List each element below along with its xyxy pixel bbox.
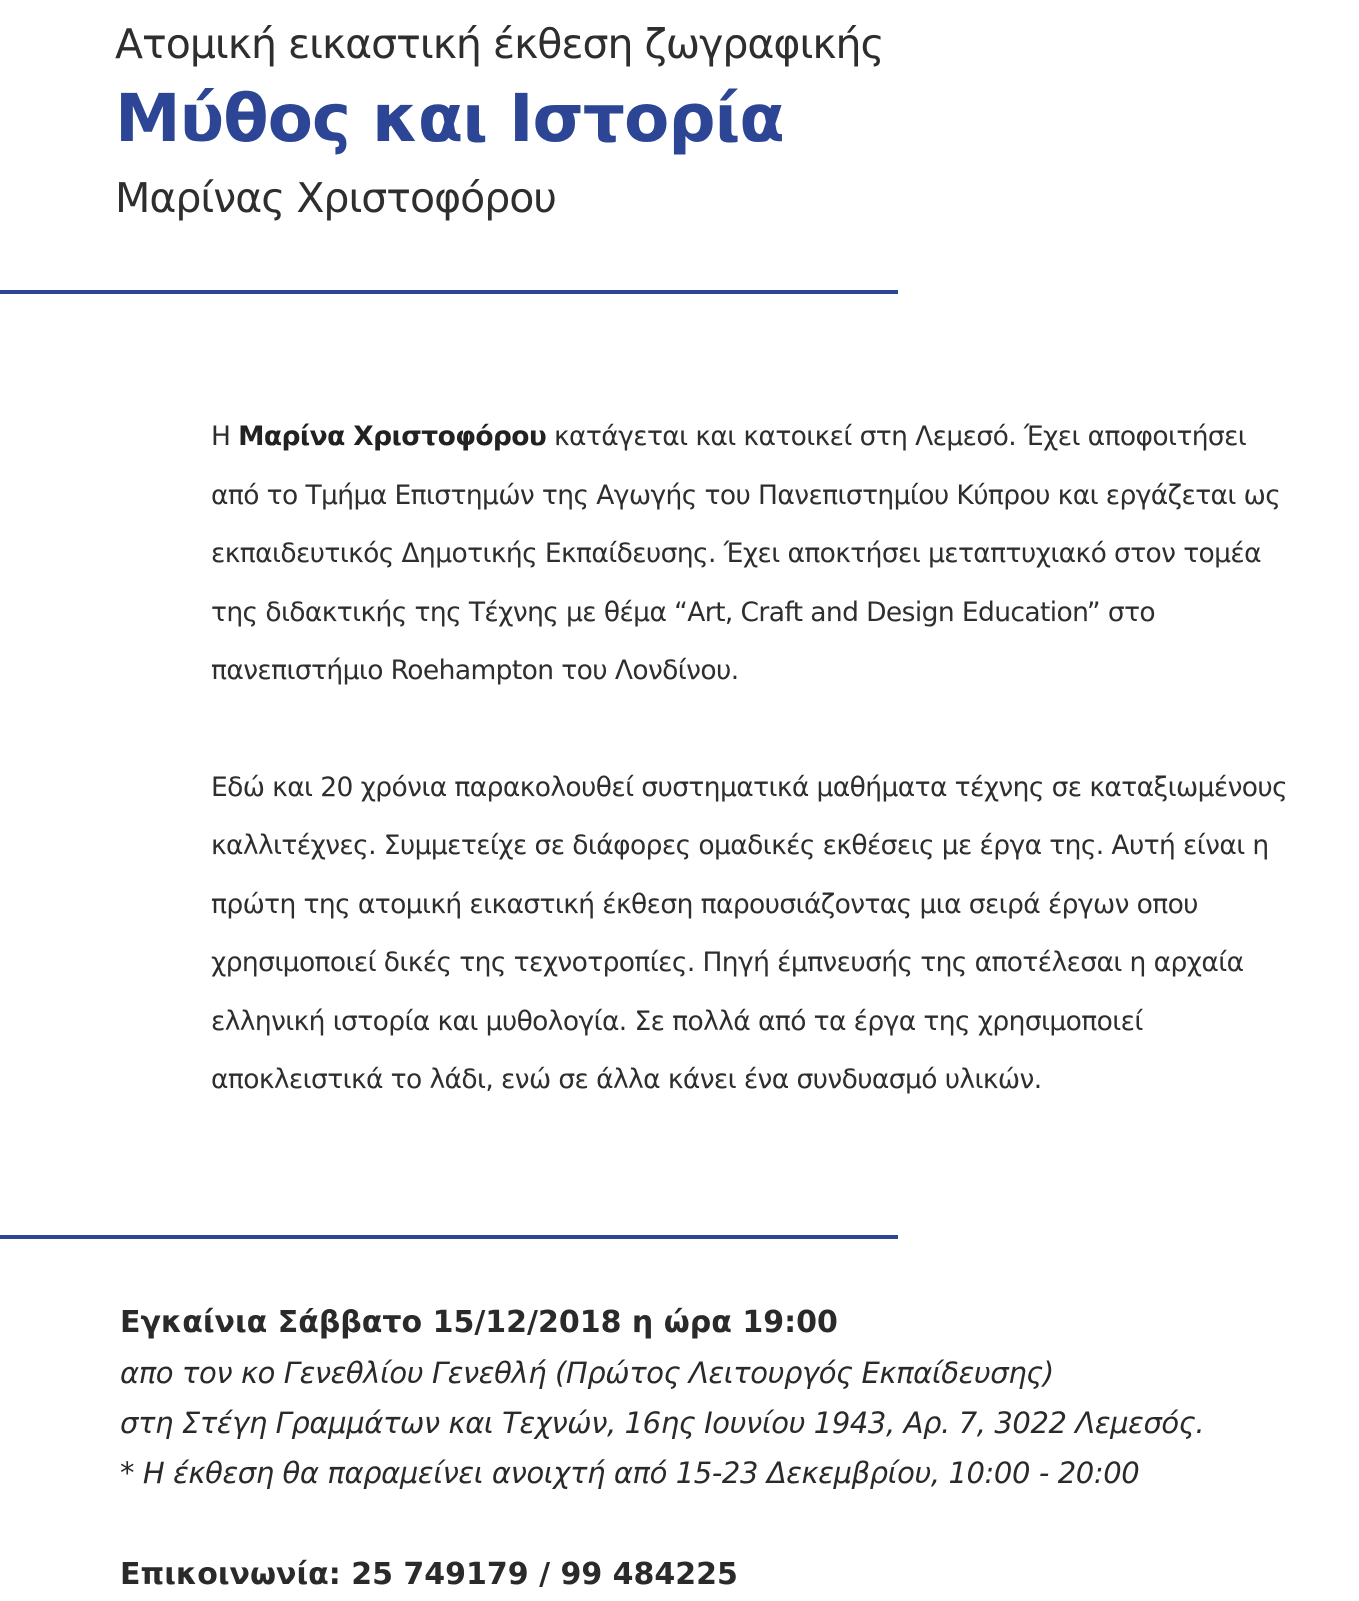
- header: [115, 14, 884, 228]
- bio-line: χρησιμοποιεί δικές της τεχνοτροπίες. Πηγή έμπνευσής της αποτέλεσαι η αρχαία: [211, 947, 1244, 978]
- artist-name: Μαρίνας Χριστοφόρου: [115, 174, 557, 222]
- exhibition-subtitle: Ατομική εικαστική έκθεση ζωγραφικής: [115, 20, 884, 68]
- bio-line: Εδώ και 20 χρόνια παρακολουθεί συστηματικά μαθήματα τέχνης σε καταξιωμένους: [211, 771, 1288, 803]
- bio-line: αποκλειστικά το λάδι, ενώ σε άλλα κάνει ένα συνδυασμό υλικών.: [211, 1064, 1042, 1095]
- bio-line: της διδακτικής της Τέχνης με θέμα “Art, Craft and Design Education” στο: [211, 596, 1156, 628]
- top-divider: [0, 290, 898, 294]
- contact-phone: Επικοινωνία: 25 749179 / 99 484225: [120, 1557, 738, 1592]
- bio-paragraph-1: [211, 408, 1331, 701]
- bio-line: πρώτη της ατομική εικαστική έκθεση παρουσιάζοντας μια σειρά έργων οπου: [211, 888, 1198, 920]
- bio-line: καλλιτέχνες. Συμμετείχε σε διάφορες ομαδικές εκθέσεις με έργα της. Αυτή είναι η: [211, 830, 1269, 861]
- bio-paragraph-2: [211, 759, 1331, 1110]
- bottom-divider: [0, 1235, 898, 1239]
- venue-address: στη Στέγη Γραμμάτων και Τεχνών, 16ης Ιουνίου 1943, Αρ. 7, 3022 Λεμεσός.: [120, 1406, 1205, 1440]
- exhibition-title: Μύθος και Ιστορία: [115, 80, 784, 157]
- bio-line-rest: κατάγεται και κατοικεί στη Λεμεσό. Έχει αποφοιτήσει: [546, 421, 1247, 452]
- bio-prefix: Η: [211, 421, 239, 452]
- bio-line: ελληνική ιστορία και μυθολογία. Σε πολλά από τα έργα της χρησιμοποιεί: [211, 1005, 1143, 1037]
- opening-hours-note: * Η έκθεση θα παραμείνει ανοιχτή από 15-23 Δεκεμβρίου, 10:00 - 20:00: [120, 1456, 1140, 1490]
- bio-artist-name-bold: Μαρίνα Χριστοφόρου: [238, 421, 547, 452]
- artist-bio: [211, 408, 1331, 1110]
- bio-line: από το Τμήμα Επιστημών της Αγωγής του Πανεπιστημίου Κύπρου και εργάζεται ως: [211, 479, 1281, 511]
- bio-line: [211, 408, 1331, 467]
- bio-line: εκπαιδευτικός Δημοτικής Εκπαίδευσης. Έχει αποκτήσει μεταπτυχιακό στον τομέα: [211, 538, 1262, 569]
- bio-line: πανεπιστήμιο Roehampton του Λονδίνου.: [211, 655, 739, 686]
- opening-by: απο τον κο Γενεθλίου Γενεθλή (Πρώτος Λειτουργός Εκπαίδευσης): [120, 1356, 1054, 1390]
- opening-date: Εγκαίνια Σάββατο 15/12/2018 η ώρα 19:00: [120, 1305, 838, 1340]
- event-details: [120, 1298, 1204, 1498]
